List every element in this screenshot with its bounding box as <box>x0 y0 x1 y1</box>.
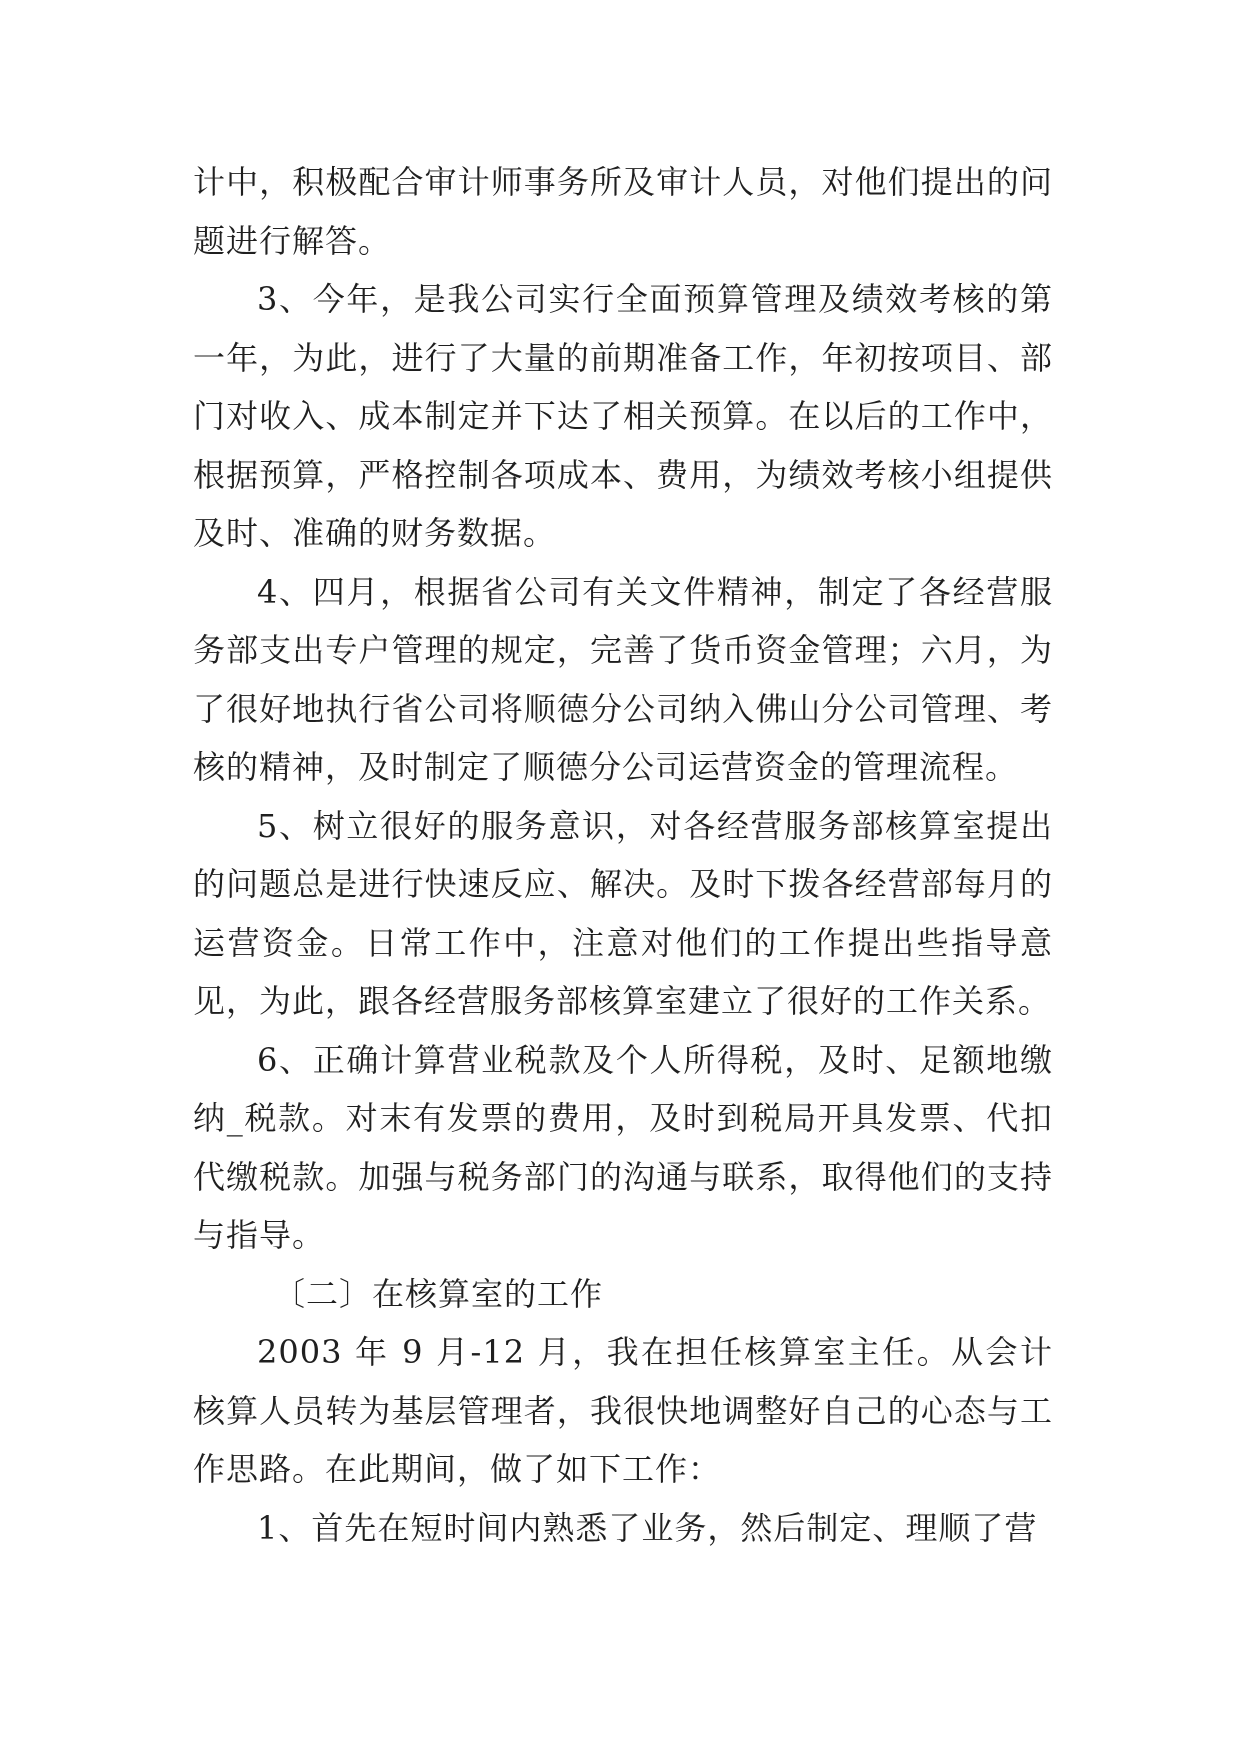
document-body <box>193 153 1053 1557</box>
paragraph-audit-continuation: 计中，积极配合审计师事务所及审计人员，对他们提出的问题进行解答。 <box>193 163 1053 260</box>
paragraph-item-3-budget: 3、今年，是我公司实行全面预算管理及绩效考核的第一年，为此，进行了大量的前期准备工作，年初按项目、部门对收入、成本制定并下达了相关预算。在以后的工作中，根据预算，严格控制各项成本、费用，为绩效考核小组提供及时、准确的财务数据。 <box>193 280 1053 552</box>
paragraph-item-4-fund-management: 4、四月，根据省公司有关文件精神，制定了各经营服务部支出专户管理的规定，完善了货币资金管理；六月，为了很好地执行省公司将顺德分公司纳入佛山分公司管理、考核的精神，及时制定了顺德分公司运营资金的管理流程。 <box>193 572 1053 786</box>
section-heading-accounting-office: 〔二〕在核算室的工作 <box>273 1274 604 1313</box>
paragraph-accounting-office-intro: 2003 年 9 月-12 月，我在担任核算室主任。从会计核算人员转为基层管理者，我很快地调整好自己的心态与工作思路。在此期间，做了如下工作： <box>193 1333 1053 1488</box>
paragraph-item-6-tax: 6、正确计算营业税款及个人所得税，及时、足额地缴纳_税款。对末有发票的费用，及时到税局开具发票、代扣代缴税款。加强与税务部门的沟通与联系，取得他们的支持与指导。 <box>193 1040 1053 1254</box>
paragraph-item-5-service: 5、树立很好的服务意识，对各经营服务部核算室提出的问题总是进行快速反应、解决。及时下拨各经营部每月的运营资金。日常工作中，注意对他们的工作提出些指导意见，为此，跟各经营服务部核算室建立了很好的工作关系。 <box>193 806 1053 1020</box>
paragraph-accounting-item-1: 1、首先在短时间内熟悉了业务，然后制定、理顺了营 <box>257 1508 1038 1547</box>
